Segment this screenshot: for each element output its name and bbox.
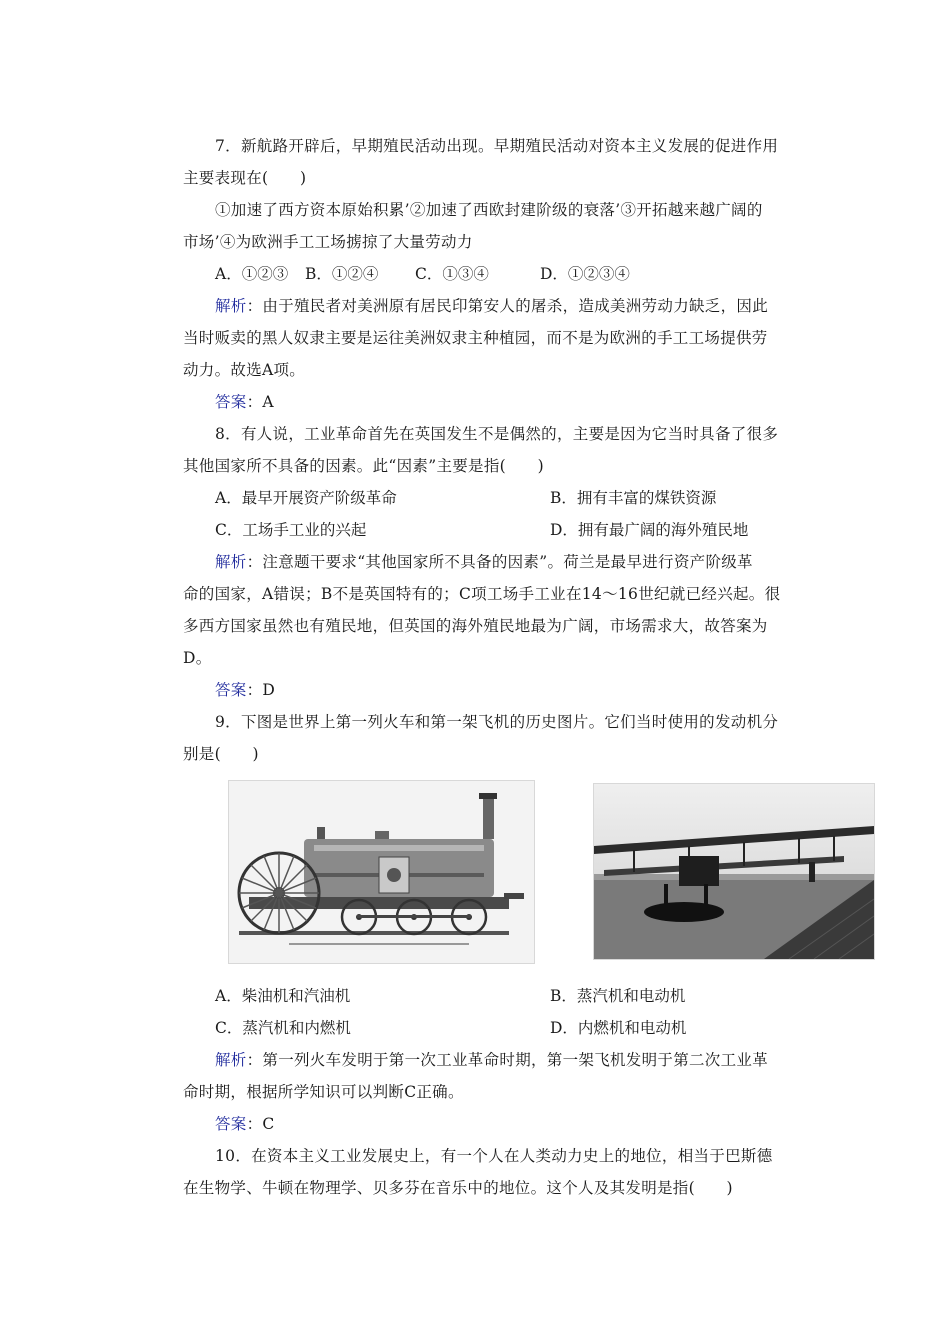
q7-analysis-line1 [215,296,768,316]
q8-analysis-line3: 多西方国家虽然也有殖民地，但英国的海外殖民地最为广阔，市场需求大，故答案为 [183,617,768,635]
q8-option-c: C．工场手工业的兴起 [215,521,367,539]
q7-answer-line [215,392,274,412]
q8-option-b: B．拥有丰富的煤铁资源 [550,489,717,507]
q10-stem-line1: 10．在资本主义工业发展史上，有一个人在人类动力史上的地位，相当于巴斯德 [215,1147,773,1165]
q8-analysis-line4: D。 [183,649,212,667]
q8-analysis-line1 [215,552,753,572]
q7-answer-label: 答案 [215,393,247,411]
q7-analysis-line2: 当时贩卖的黑人奴隶主要是运往美洲奴隶主种植园，而不是为欧洲的手工工场提供劳 [183,329,768,347]
first-airplane-image [593,783,875,960]
q8-answer-value: ：D [246,681,276,699]
locomotive-drawing [229,781,534,963]
q8-option-a: A．最早开展资产阶级革命 [215,489,397,507]
q9-option-a: A．柴油机和汽油机 [215,987,351,1005]
q7-items-line1: ①加速了西方资本原始积累’②加速了西欧封建阶级的衰落’③开拓越来越广阔的 [215,201,763,219]
q7-option-a: A．①②③ [215,265,289,283]
q7-analysis-text1: ：由于殖民者对美洲原有居民印第安人的屠杀，造成美洲劳动力缺乏，因此 [246,297,769,315]
q7-stem-line1: 7．新航路开辟后，早期殖民活动出现。早期殖民活动对资本主义发展的促进作用 [215,137,779,155]
q8-answer-line [215,680,275,700]
first-train-image [228,780,535,964]
q7-answer-value: ：A [246,393,274,411]
q9-answer-value: ：C [246,1115,275,1133]
q8-analysis-text1: ：注意题干要求“其他国家所不具备的因素”。荷兰是最早进行资产阶级革 [246,553,753,571]
q10-stem-line2: 在生物学、牛顿在物理学、贝多芬在音乐中的地位。这个人及其发明是指( ) [183,1179,733,1197]
q9-option-b: B．蒸汽机和电动机 [550,987,686,1005]
q9-analysis-line1 [215,1050,768,1070]
q7-option-d: D．①②③④ [540,265,630,283]
q7-items-line2: 市场’④为欧洲手工工场掳掠了大量劳动力 [183,233,473,251]
airplane-photo [594,784,874,959]
q9-answer-line [215,1114,275,1134]
q7-option-c: C．①③④ [415,265,489,283]
q9-analysis-text1: ：第一列火车发明于第一次工业革命时期，第一架飞机发明于第二次工业革 [246,1051,769,1069]
q9-analysis-label: 解析 [215,1051,247,1069]
q7-option-b: B．①②④ [305,265,379,283]
q8-stem-line2: 其他国家所不具备的因素。此“因素”主要是指( ) [183,457,544,475]
q9-answer-label: 答案 [215,1115,247,1133]
q9-stem-line1: 9．下图是世界上第一列火车和第一架飞机的历史图片。它们当时使用的发动机分 [215,713,779,731]
q8-analysis-label: 解析 [215,553,247,571]
q7-analysis-label: 解析 [215,297,247,315]
q8-answer-label: 答案 [215,681,247,699]
q9-stem-line2: 别是( ) [183,745,259,763]
q7-stem-line2: 主要表现在( ) [183,169,307,187]
q8-option-d: D．拥有最广阔的海外殖民地 [550,521,749,539]
q9-option-d: D．内燃机和电动机 [550,1019,687,1037]
q7-analysis-line3: 动力。故选A项。 [183,361,306,379]
q9-option-c: C．蒸汽机和内燃机 [215,1019,351,1037]
q8-analysis-line2: 命的国家，A错误；B不是英国特有的；C项工场手工业在14～16世纪就已经兴起。很 [183,585,781,603]
q9-analysis-line2: 命时期，根据所学知识可以判断C正确。 [183,1083,464,1101]
q8-stem-line1: 8．有人说，工业革命首先在英国发生不是偶然的，主要是因为它当时具备了很多 [215,425,779,443]
